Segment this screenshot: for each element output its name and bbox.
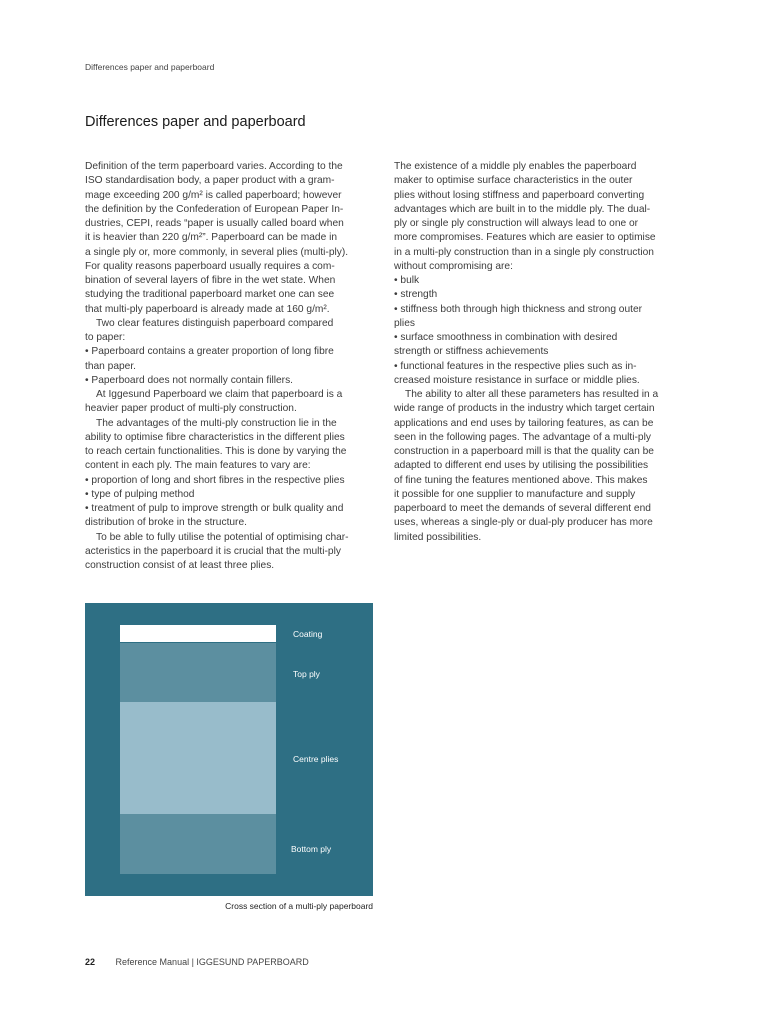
left-column-line: • treatment of pulp to improve strength or bulk quality and <box>85 503 344 514</box>
left-column-line: it is heavier than 220 g/m²”. Paperboard can be made in <box>85 232 338 244</box>
left-column-line: heavier paper product of multi-ply construction. <box>85 403 297 415</box>
right-column-line: in a multi-ply construction than in a single ply construction <box>394 246 654 258</box>
page-title: Differences paper and paperboard <box>85 114 306 130</box>
right-column-line: • strength <box>394 289 438 301</box>
left-column-line: to paper: <box>85 332 126 343</box>
page-number: 22 <box>85 957 96 967</box>
left-column-line: construction consist of at least three plies. <box>85 560 275 571</box>
right-column-line: of fine tuning the features mentioned above. This makes <box>394 474 648 486</box>
right-column-line: creased moisture resistance in surface or middle plies. <box>394 374 640 386</box>
left-column-line: Definition of the term paperboard varies. According to the <box>85 161 343 172</box>
left-column-line: a single ply or, more commonly, in several plies (multi-ply). <box>85 246 349 258</box>
centre-plies-label: Centre plies <box>293 754 339 764</box>
left-column-line: ISO standardisation body, a paper product with a gram- <box>85 175 335 187</box>
left-column-line: bination of several layers of fibre in the wet state. When <box>85 275 336 286</box>
right-column-line: The existence of a middle ply enables the paperboard <box>394 161 637 172</box>
left-column-line: For quality reasons paperboard usually requires a com- <box>85 260 335 272</box>
left-column-line: to reach certain functionalities. This is done by varying the <box>85 446 347 457</box>
right-column-line: applications and end uses by tailoring features, as can be <box>394 417 654 429</box>
right-column-line: more compromises. Features which are easier to optimise <box>394 232 656 244</box>
right-column-line: maker to optimise surface characteristics in the outer <box>394 175 633 187</box>
right-column-line: strength or stiffness achievements <box>394 346 549 358</box>
cross-section-figure <box>85 603 373 896</box>
running-head: Differences paper and paperboard <box>85 62 215 72</box>
top-ply-label: Top ply <box>293 669 320 679</box>
right-column-line: it possible for one supplier to manufacture and supply <box>394 488 636 500</box>
left-column-line: studying the traditional paperboard market one can see <box>85 289 335 301</box>
left-column-line: acteristics in the paperboard it is crucial that the multi-ply <box>85 545 341 557</box>
right-column-line: ply or single ply construction will always lead to one or <box>394 218 639 229</box>
right-column-line: adapted to different end uses by utilising the possibilities <box>394 460 649 472</box>
page-footer <box>85 957 309 967</box>
left-column-line: dustries, CEPI, reads “paper is usually called board when <box>85 218 344 229</box>
right-column-line: plies <box>394 317 415 329</box>
left-column-line: than paper. <box>85 360 136 372</box>
right-column-line: advantages which are built in to the middle ply. The dual- <box>394 203 651 215</box>
coating-layer <box>120 625 276 642</box>
coating-label: Coating <box>293 629 323 639</box>
right-column-line: without compromising are: <box>394 260 513 272</box>
bottom-ply-label: Bottom ply <box>291 844 332 854</box>
right-text-column <box>394 160 680 545</box>
left-column-line: mage exceeding 200 g/m² is called paperboard; however <box>85 189 342 201</box>
left-column-line: • Paperboard does not normally contain fillers. <box>85 374 293 386</box>
left-column-line: At Iggesund Paperboard we claim that paperboard is a <box>96 389 343 400</box>
publication-title: Reference Manual | IGGESUND PAPERBOARD <box>115 957 309 967</box>
left-column-line: • Paperboard contains a greater proportion of long fibre <box>85 346 334 358</box>
left-column-line: that multi-ply paperboard is already made at 160 g/m². <box>85 303 330 315</box>
left-column-line: The advantages of the multi-ply construction lie in the <box>96 417 337 429</box>
left-column-line: • type of pulping method <box>85 488 195 500</box>
right-column-line: wide range of products in the industry which target certain <box>394 403 655 415</box>
right-column-line: seen in the following pages. The advantage of a multi-ply <box>394 431 651 443</box>
left-column-line: distribution of broke in the structure. <box>85 517 247 529</box>
left-column-line: Two clear features distinguish paperboard compared <box>96 317 334 329</box>
right-column-line: paperboard to meet the demands of several different end <box>394 503 651 514</box>
right-column-line: • surface smoothness in combination with desired <box>394 332 618 343</box>
left-column-line: the definition by the Confederation of European Paper In- <box>85 203 344 215</box>
top-ply-layer <box>120 643 276 702</box>
right-column-line: • stiffness both through high thickness and strong outer <box>394 303 643 315</box>
bottom-ply-layer <box>120 814 276 874</box>
right-column-line: uses, whereas a single-ply or dual-ply producer has more <box>394 517 653 529</box>
right-column-line: limited possibilities. <box>394 531 482 543</box>
left-text-column <box>85 160 371 573</box>
right-column-line: The ability to alter all these parameters has resulted in a <box>405 389 659 400</box>
right-column-line: construction in a paperboard mill is that the quality can be <box>394 446 654 457</box>
right-column-line: • functional features in the respective plies such as in- <box>394 360 637 372</box>
centre-plies-layer <box>120 702 276 814</box>
left-column-line: To be able to fully utilise the potential of optimising char- <box>96 531 349 543</box>
left-column-line: ability to optimise fibre characteristics in the different plies <box>85 431 345 443</box>
left-column-line: • proportion of long and short fibres in the respective plies <box>85 474 345 486</box>
left-column-line: content in each ply. The main features to vary are: <box>85 460 311 472</box>
right-column-line: plies without losing stiffness and paperboard converting <box>394 189 645 201</box>
figure-caption: Cross section of a multi-ply paperboard <box>225 901 373 911</box>
right-column-line: • bulk <box>394 275 420 286</box>
